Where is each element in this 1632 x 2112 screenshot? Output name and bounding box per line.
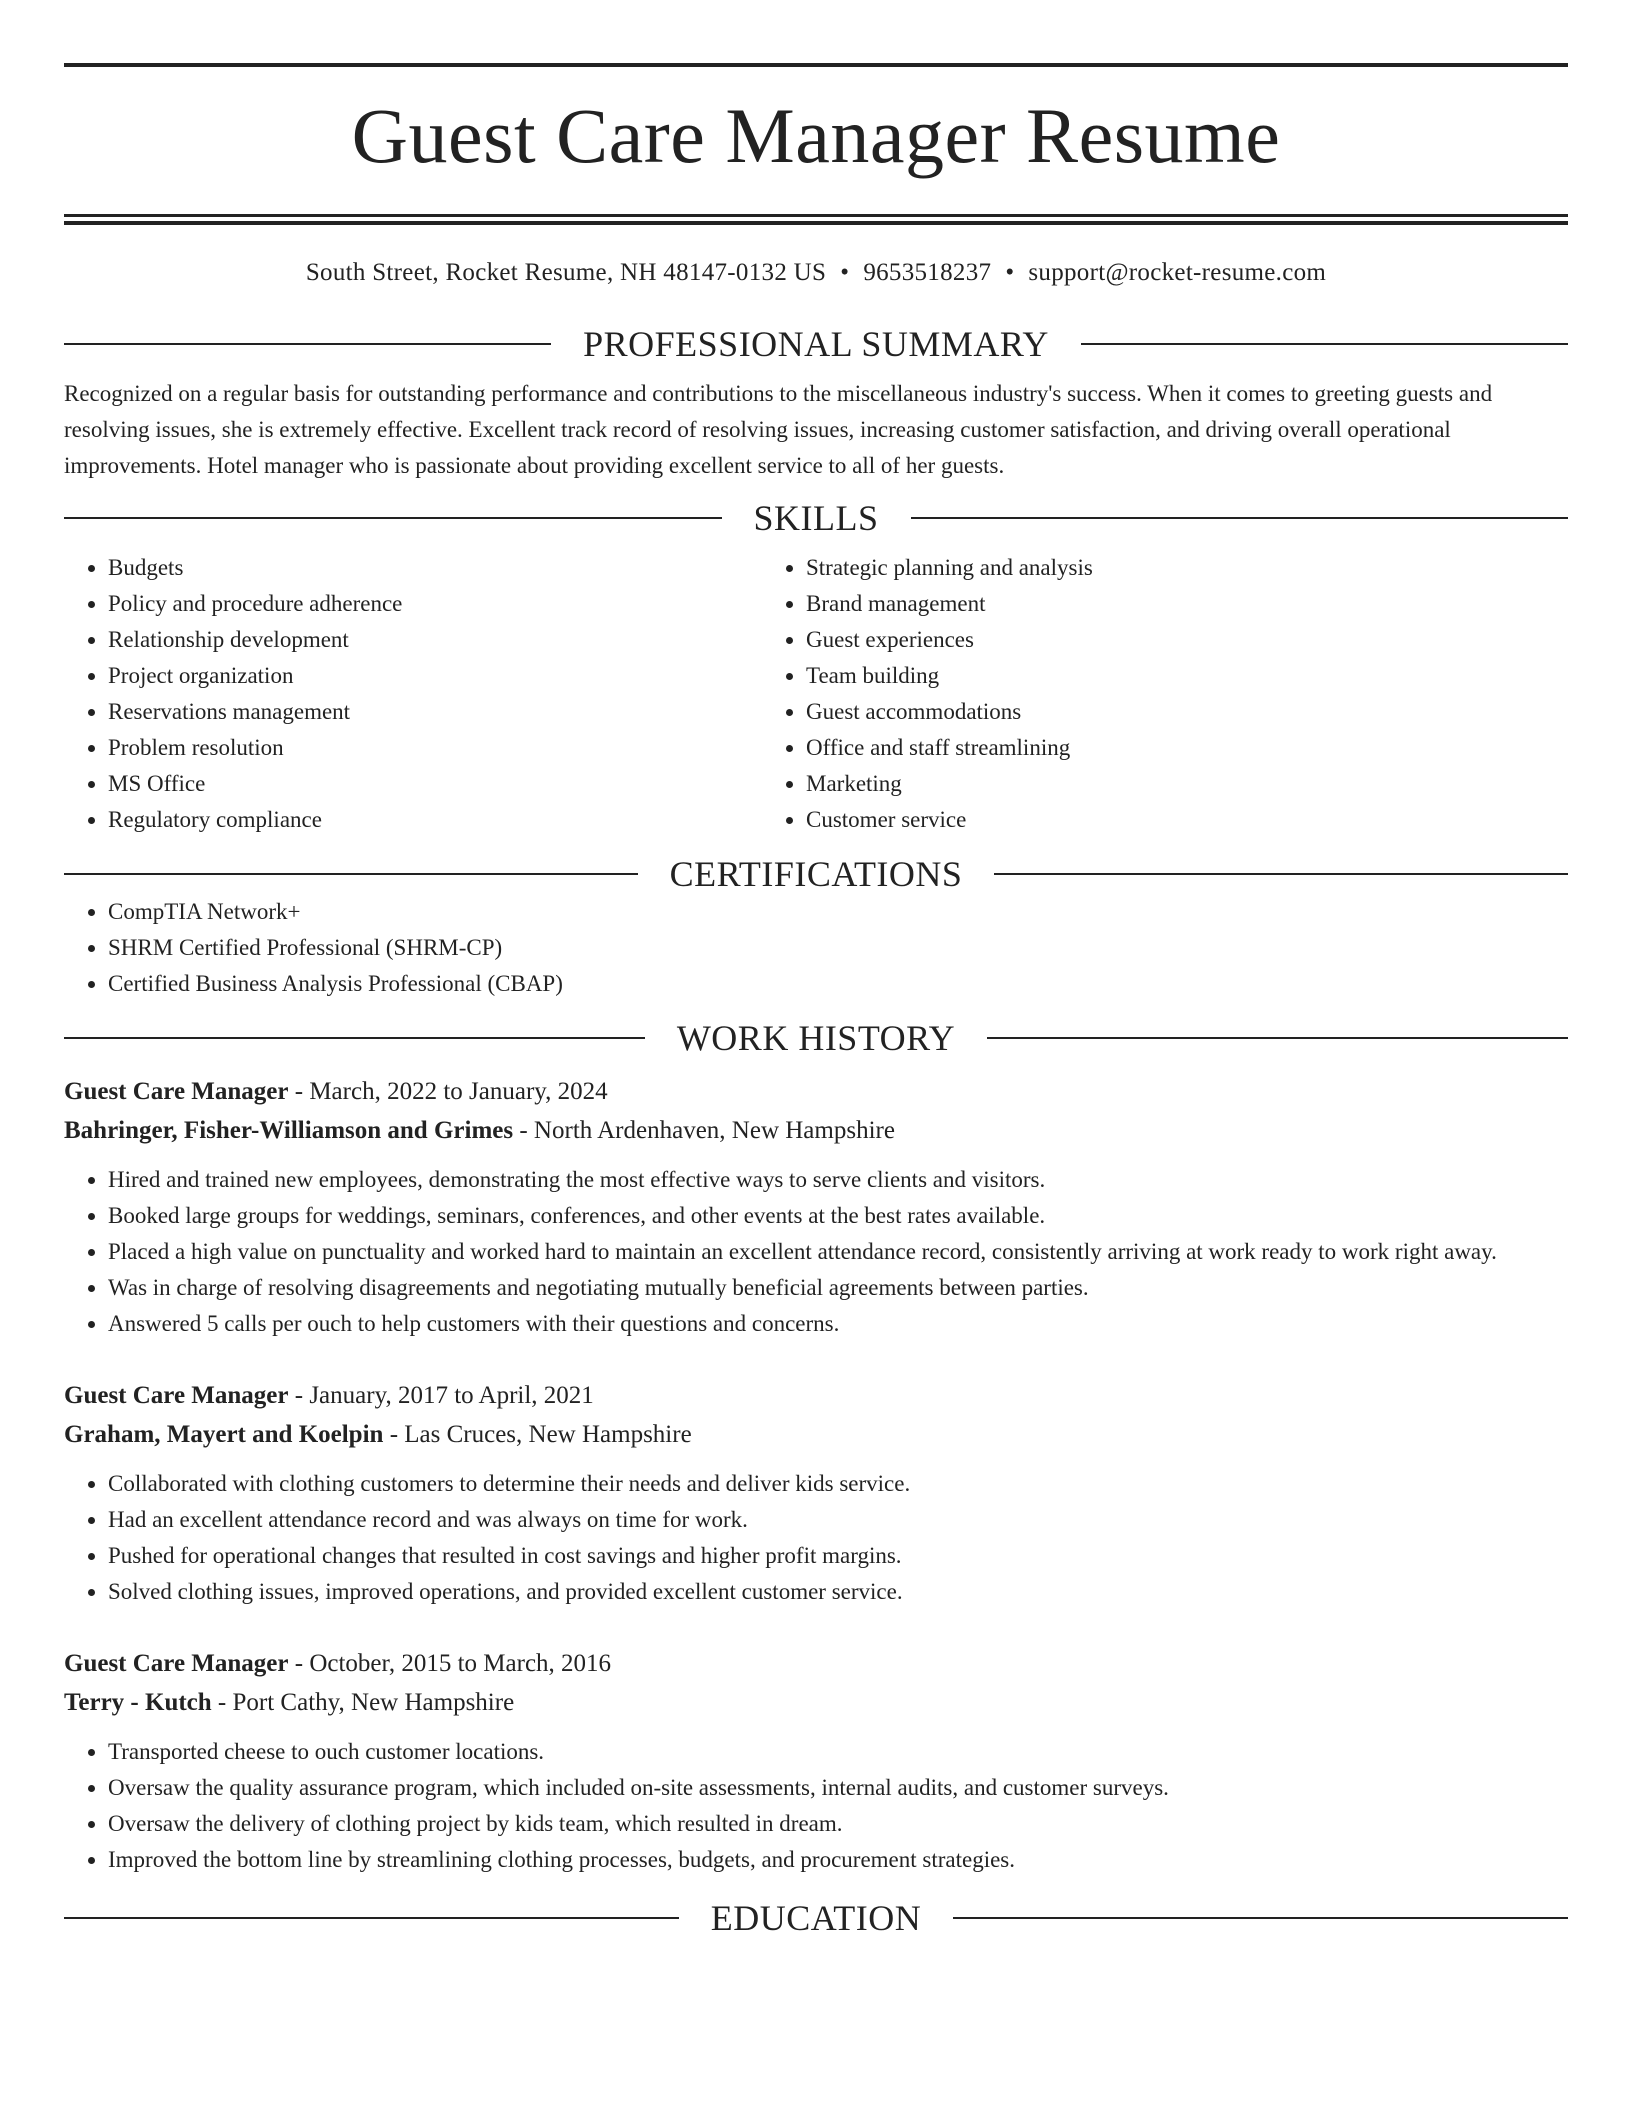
skill-item: • Relationship development xyxy=(108,622,762,658)
skill-item: • Brand management xyxy=(806,586,1512,622)
certification-item: • SHRM Certified Professional (SHRM-CP) xyxy=(108,930,1568,966)
job-dates: - October, 2015 to March, 2016 xyxy=(288,1650,612,1677)
section-heading-education xyxy=(64,1898,1568,1938)
job-duty: • Oversaw the quality assurance program, which included on-site assessments, internal audits, and customer surveys. xyxy=(108,1770,1568,1806)
skill-item: • Budgets xyxy=(108,550,762,586)
title-double-rule xyxy=(64,214,1568,225)
job-duty: • Was in charge of resolving disagreements and negotiating mutually beneficial agreements between parties. xyxy=(108,1270,1568,1306)
job-company: Terry - Kutch xyxy=(64,1689,212,1716)
section-title: WORK HISTORY xyxy=(676,1018,956,1058)
job-dates: - January, 2017 to April, 2021 xyxy=(288,1382,594,1409)
job-duties-list xyxy=(64,1162,1568,1342)
job-duty: • Had an excellent attendance record and was always on time for work. xyxy=(108,1502,1568,1538)
job-duty: • Booked large groups for weddings, seminars, conferences, and other events at the best rates available. xyxy=(108,1198,1568,1234)
job-duty: • Placed a high value on punctuality and worked hard to maintain an excellent attendance record, consistently arriving at work ready to work right away. xyxy=(108,1234,1568,1270)
skill-item: • Reservations management xyxy=(108,694,762,730)
skills-list-right xyxy=(762,550,1512,838)
job-title-line xyxy=(64,1376,1568,1415)
job-duty: • Hired and trained new employees, demonstrating the most effective ways to serve clients and visitors. xyxy=(108,1162,1568,1198)
contact-line xyxy=(64,258,1568,288)
section-heading-skills xyxy=(64,498,1568,538)
skill-item: • Problem resolution xyxy=(108,730,762,766)
resume-title: Guest Care Manager Resume xyxy=(351,92,1281,179)
top-rule xyxy=(64,63,1568,67)
job-company-line xyxy=(64,1415,1568,1454)
job-duty: • Answered 5 calls per ouch to help customers with their questions and concerns. xyxy=(108,1306,1568,1342)
job-title: Guest Care Manager xyxy=(64,1078,289,1105)
job-title-line xyxy=(64,1072,1568,1111)
summary-text: Recognized on a regular basis for outstanding performance and contributions to the miscellaneous industry's success. When it comes to greeting guests and resolving issues, she is extremely effective. Excellent track record of resolving issues, increasing customer satisfaction, and driving overall operational improvements. Hotel manager who is passionate about providing excellent service to all of her guests. xyxy=(64,381,1493,478)
contact-separator: • xyxy=(840,259,850,286)
job-duty: • Pushed for operational changes that resulted in cost savings and higher profit margins. xyxy=(108,1538,1568,1574)
job-entry xyxy=(64,1376,1568,1610)
job-company-line xyxy=(64,1683,1568,1722)
section-title: SKILLS xyxy=(753,498,879,538)
skill-item: • Policy and procedure adherence xyxy=(108,586,762,622)
skill-item: • Guest accommodations xyxy=(806,694,1512,730)
job-duty: • Improved the bottom line by streamlining clothing processes, budgets, and procurement strategies. xyxy=(108,1842,1568,1878)
skill-item: • Customer service xyxy=(806,802,1512,838)
section-heading-certifications xyxy=(64,854,1568,894)
skill-item: • Project organization xyxy=(108,658,762,694)
skill-item: • Team building xyxy=(806,658,1512,694)
job-location: - Port Cathy, New Hampshire xyxy=(211,1689,515,1716)
job-duty: • Oversaw the delivery of clothing project by kids team, which resulted in dream. xyxy=(108,1806,1568,1842)
job-dates: - March, 2022 to January, 2024 xyxy=(288,1078,608,1105)
job-title: Guest Care Manager xyxy=(64,1650,289,1677)
job-company: Graham, Mayert and Koelpin xyxy=(64,1421,384,1448)
job-duty: • Solved clothing issues, improved operations, and provided excellent customer service. xyxy=(108,1574,1568,1610)
job-duties-list xyxy=(64,1734,1568,1878)
job-company-line xyxy=(64,1111,1568,1150)
skills-grid xyxy=(64,550,1568,838)
skill-item: • MS Office xyxy=(108,766,762,802)
job-entry xyxy=(64,1072,1568,1342)
job-title-line xyxy=(64,1644,1568,1683)
resume-page xyxy=(64,0,1568,1938)
contact-address: South Street, Rocket Resume, NH 48147-0132 US xyxy=(305,259,827,286)
job-duties-list xyxy=(64,1466,1568,1610)
job-entry xyxy=(64,1644,1568,1878)
job-location: - North Ardenhaven, New Hampshire xyxy=(513,1117,895,1144)
certification-item: • Certified Business Analysis Professional (CBAP) xyxy=(108,966,1568,1002)
section-title: CERTIFICATIONS xyxy=(669,854,963,894)
job-location: - Las Cruces, New Hampshire xyxy=(383,1421,692,1448)
contact-email: support@rocket-resume.com xyxy=(1028,259,1327,286)
contact-phone: 9653518237 xyxy=(863,259,992,286)
section-heading-work-history xyxy=(64,1018,1568,1058)
section-title: EDUCATION xyxy=(710,1898,922,1938)
job-company: Bahringer, Fisher-Williamson and Grimes xyxy=(64,1117,514,1144)
skills-list-left xyxy=(64,550,762,838)
skill-item: • Regulatory compliance xyxy=(108,802,762,838)
certification-item: • CompTIA Network+ xyxy=(108,894,1568,930)
skill-item: • Marketing xyxy=(806,766,1512,802)
section-title: PROFESSIONAL SUMMARY xyxy=(583,324,1049,364)
job-title: Guest Care Manager xyxy=(64,1382,289,1409)
job-duty: • Collaborated with clothing customers to determine their needs and deliver kids service. xyxy=(108,1466,1568,1502)
section-heading-summary xyxy=(64,324,1568,364)
skill-item: • Strategic planning and analysis xyxy=(806,550,1512,586)
certifications-list xyxy=(64,894,1568,1002)
skill-item: • Office and staff streamlining xyxy=(806,730,1512,766)
job-duty: • Transported cheese to ouch customer locations. xyxy=(108,1734,1568,1770)
contact-separator: • xyxy=(1005,259,1015,286)
skill-item: • Guest experiences xyxy=(806,622,1512,658)
